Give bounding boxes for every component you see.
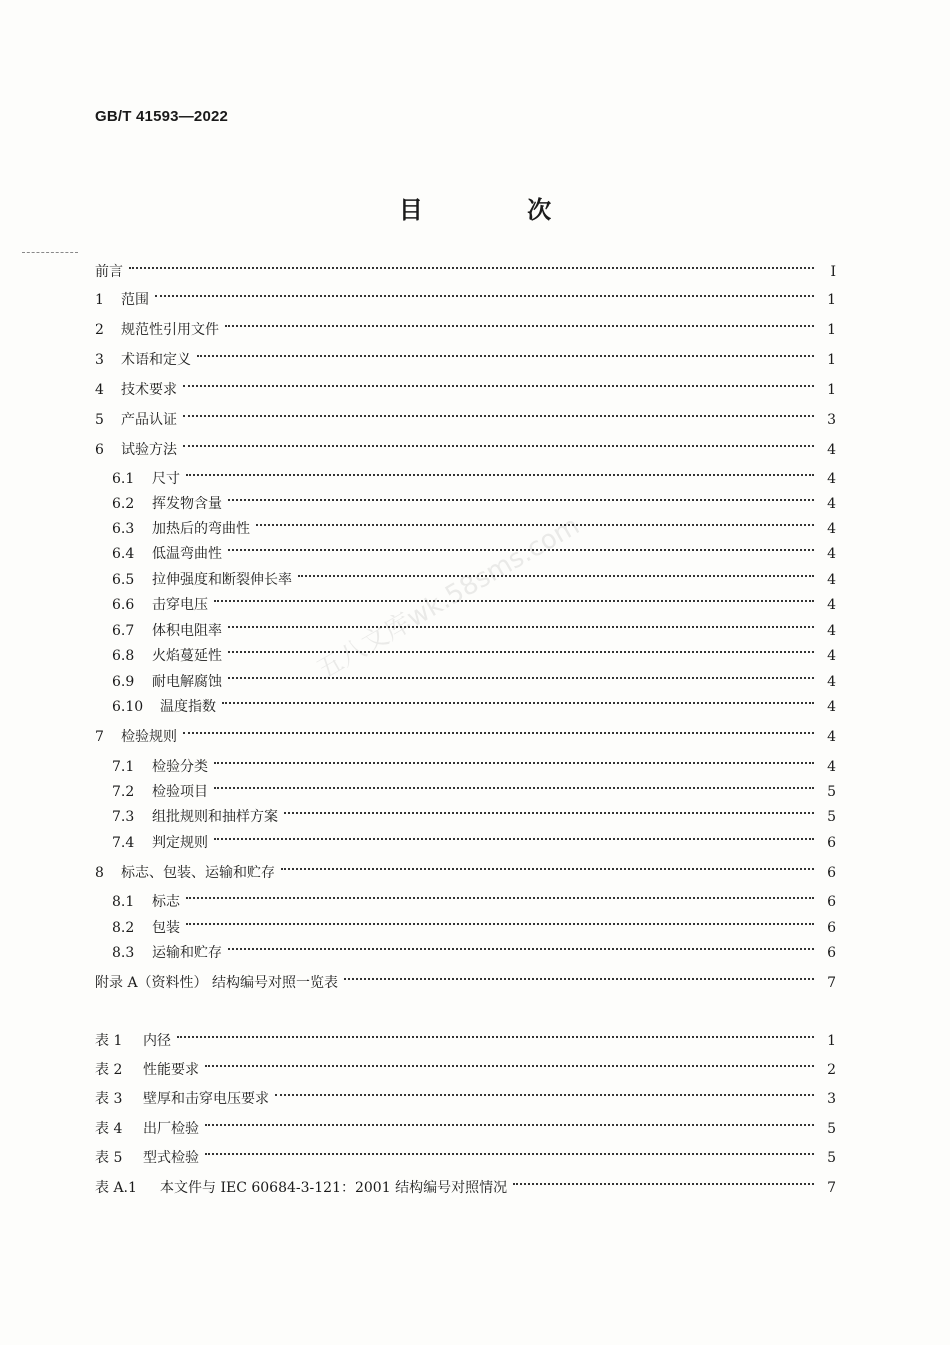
toc-entry-label: 尺寸: [152, 471, 180, 487]
toc-entry-page: 4: [827, 623, 836, 639]
toc-entry[interactable]: [0, 916, 950, 940]
toc-entry[interactable]: [0, 831, 950, 855]
toc-entry[interactable]: [0, 619, 950, 643]
toc-entry-label: 包装: [152, 920, 180, 936]
toc-entry-page: 4: [827, 699, 836, 715]
toc-entry-page: 4: [827, 597, 836, 613]
standard-number: GB/T 41593—2022: [95, 108, 229, 125]
toc-entry-label: 检验规则: [121, 729, 177, 745]
toc-leader-dots: [214, 787, 814, 789]
toc-entry-page: 1: [827, 292, 836, 308]
toc-entry-number: 6.7: [112, 623, 135, 639]
toc-leader-dots: [186, 474, 814, 476]
toc-entry-label: 产品认证: [121, 412, 177, 428]
toc-entry-page: 3: [827, 412, 836, 428]
toc-entry[interactable]: [0, 670, 950, 694]
toc-entry-page: 4: [827, 674, 836, 690]
toc-leader-dots: [298, 575, 814, 577]
toc-entry-number: 7.4: [112, 835, 135, 851]
toc-entry[interactable]: [0, 318, 950, 342]
toc-entry-number: 表 5: [95, 1150, 123, 1166]
toc-entry-label: 耐电解腐蚀: [152, 674, 222, 690]
toc-entry-page: 4: [827, 546, 836, 562]
toc-entry-label: 运输和贮存: [152, 945, 222, 961]
toc-entry-label: 加热后的弯曲性: [152, 521, 250, 537]
toc-leader-dots: [228, 948, 814, 950]
toc-entry-number: 7: [95, 729, 104, 745]
toc-entry-number: 2: [95, 322, 104, 338]
toc-entry[interactable]: [0, 378, 950, 402]
toc-entry-label: 本文件与 IEC 60684-3-121：2001 结构编号对照情况: [160, 1180, 508, 1196]
toc-entry-number: 6.9: [112, 674, 135, 690]
toc-entry[interactable]: [0, 1176, 950, 1200]
toc-leader-dots: [183, 385, 814, 387]
toc-entry[interactable]: [0, 725, 950, 749]
toc-entry-page: 5: [827, 1150, 836, 1166]
toc-entry[interactable]: [0, 260, 950, 284]
toc-leader-dots: [186, 897, 814, 899]
toc-entry[interactable]: [0, 1087, 950, 1111]
toc-entry[interactable]: [0, 593, 950, 617]
toc-entry-page: 6: [827, 894, 836, 910]
toc-entry-label: 挥发物含量: [152, 496, 222, 512]
toc-leader-dots: [256, 524, 814, 526]
toc-entry[interactable]: [0, 568, 950, 592]
toc-leader-dots: [129, 267, 814, 269]
toc-entry-number: 7.1: [112, 759, 135, 775]
toc-leader-dots: [183, 415, 814, 417]
toc-entry-number: 8.3: [112, 945, 135, 961]
toc-entry-page: 1: [827, 352, 836, 368]
toc-entry-label: 检验分类: [152, 759, 208, 775]
toc-entry-label: 规范性引用文件: [121, 322, 219, 338]
toc-entry-page: 4: [827, 572, 836, 588]
toc-entry-label: 判定规则: [152, 835, 208, 851]
page-title: 目 次: [398, 196, 600, 224]
toc-entry-number: 8: [95, 865, 104, 881]
toc-entry-number: 3: [95, 352, 104, 368]
toc-entry-page: 1: [827, 382, 836, 398]
toc-entry-label: 标志、包装、运输和贮存: [121, 865, 275, 881]
watermark: 五八文库wk.58sms.com: [311, 510, 585, 686]
toc-entry-label: 内径: [143, 1033, 171, 1049]
toc-entry-label: 标志: [152, 894, 180, 910]
toc-leader-dots: [214, 838, 814, 840]
toc-entry[interactable]: [0, 517, 950, 541]
toc-entry[interactable]: [0, 1058, 950, 1082]
toc-entry-number: 8.1: [112, 894, 135, 910]
toc-entry-page: 7: [827, 1180, 836, 1196]
toc-entry-number: 6.3: [112, 521, 135, 537]
toc-leader-dots: [513, 1183, 814, 1185]
toc-entry-label: 低温弯曲性: [152, 546, 222, 562]
toc-entry-page: 4: [827, 442, 836, 458]
toc-leader-dots: [275, 1094, 814, 1096]
toc-entry[interactable]: [0, 644, 950, 668]
toc-entry-page: 5: [827, 784, 836, 800]
toc-entry[interactable]: [0, 941, 950, 965]
toc-entry[interactable]: [0, 542, 950, 566]
toc-entry-page: 6: [827, 835, 836, 851]
toc-entry-number: 6.4: [112, 546, 135, 562]
toc-leader-dots: [225, 325, 814, 327]
toc-entry-page: 4: [827, 759, 836, 775]
toc-entry[interactable]: [0, 1029, 950, 1053]
toc-entry-number: 6: [95, 442, 104, 458]
toc-entry-number: 6.5: [112, 572, 135, 588]
toc-leader-dots: [205, 1124, 814, 1126]
toc-entry-label: 技术要求: [121, 382, 177, 398]
toc-entry[interactable]: [0, 890, 950, 914]
toc-entry[interactable]: [0, 861, 950, 885]
toc-entry[interactable]: [0, 348, 950, 372]
toc-leader-dots: [281, 868, 814, 870]
toc-entry-number: 6.2: [112, 496, 135, 512]
toc-entry-number: 5: [95, 412, 104, 428]
toc-entry[interactable]: [0, 438, 950, 462]
toc-leader-dots: [197, 355, 814, 357]
toc-leader-dots: [228, 626, 814, 628]
toc-entry-number: 4: [95, 382, 104, 398]
toc-leader-dots: [284, 812, 814, 814]
toc-entry-label: 击穿电压: [152, 597, 208, 613]
toc-leader-dots: [186, 923, 814, 925]
toc-entry-number: 表 3: [95, 1091, 123, 1107]
toc-entry-page: 4: [827, 521, 836, 537]
toc-entry-label: 检验项目: [152, 784, 208, 800]
toc-leader-dots: [177, 1036, 814, 1038]
toc-entry[interactable]: [0, 408, 950, 432]
toc-entry-label: 火焰蔓延性: [152, 648, 222, 664]
toc-entry-label: 型式检验: [143, 1150, 199, 1166]
toc-entry-number: 8.2: [112, 920, 135, 936]
toc-entry-page: 6: [827, 945, 836, 961]
toc-entry-number: 表 4: [95, 1121, 123, 1137]
toc-entry[interactable]: [0, 805, 950, 829]
toc-entry[interactable]: [0, 288, 950, 312]
toc-entry[interactable]: [0, 780, 950, 804]
toc-entry-page: 6: [827, 920, 836, 936]
toc-entry-label: 壁厚和击穿电压要求: [143, 1091, 269, 1107]
toc-entry-label: 体积电阻率: [152, 623, 222, 639]
toc-entry[interactable]: [0, 1146, 950, 1170]
toc-entry-page: 6: [827, 865, 836, 881]
toc-leader-dots: [183, 732, 814, 734]
toc-entry-number: 7.2: [112, 784, 135, 800]
scan-artifact-line: [22, 252, 78, 253]
toc-entry-label: 出厂检验: [143, 1121, 199, 1137]
toc-entry-number: 6.1: [112, 471, 135, 487]
toc-leader-dots: [214, 762, 814, 764]
toc-entry-label: 前言: [95, 264, 123, 280]
toc-entry-page: 1: [827, 1033, 836, 1049]
toc-entry-page: 4: [827, 648, 836, 664]
toc-leader-dots: [205, 1065, 814, 1067]
toc-leader-dots: [228, 499, 814, 501]
toc-entry-page: 7: [827, 975, 836, 991]
toc-entry-label: 温度指数: [160, 699, 216, 715]
toc-entry[interactable]: [0, 467, 950, 491]
toc-entry-page: 4: [827, 496, 836, 512]
toc-entry-number: 表 A.1: [95, 1180, 137, 1196]
toc-entry-label: 组批规则和抽样方案: [152, 809, 278, 825]
toc-entry[interactable]: [0, 695, 950, 719]
toc-entry-label: 试验方法: [121, 442, 177, 458]
toc-leader-dots: [228, 651, 814, 653]
toc-entry-page: 5: [827, 809, 836, 825]
toc-leader-dots: [155, 295, 814, 297]
toc-entry-number: 6.10: [112, 699, 144, 715]
toc-entry-page: 5: [827, 1121, 836, 1137]
toc-entry[interactable]: [0, 971, 950, 995]
toc-entry-page: 1: [827, 322, 836, 338]
toc-entry-label: 术语和定义: [121, 352, 191, 368]
toc-entry-number: 表 2: [95, 1062, 123, 1078]
toc-leader-dots: [205, 1153, 814, 1155]
toc-entry-label: 附录 A（资料性） 结构编号对照一览表: [95, 975, 339, 991]
toc-entry-number: 6.6: [112, 597, 135, 613]
toc-entry-number: 7.3: [112, 809, 135, 825]
toc-entry-page: Ⅰ: [830, 264, 836, 280]
toc-entry-page: 4: [827, 471, 836, 487]
toc-leader-dots: [344, 978, 814, 980]
toc-entry-label: 拉伸强度和断裂伸长率: [152, 572, 292, 588]
toc-entry-label: 性能要求: [143, 1062, 199, 1078]
toc-entry-label: 范围: [121, 292, 149, 308]
toc-leader-dots: [214, 600, 814, 602]
toc-entry-page: 3: [827, 1091, 836, 1107]
toc-entry[interactable]: [0, 1117, 950, 1141]
toc-leader-dots: [228, 677, 814, 679]
toc-leader-dots: [228, 549, 814, 551]
toc-entry[interactable]: [0, 492, 950, 516]
toc-entry[interactable]: [0, 755, 950, 779]
toc-entry-page: 4: [827, 729, 836, 745]
toc-entry-page: 2: [827, 1062, 836, 1078]
toc-entry-number: 6.8: [112, 648, 135, 664]
toc-entry-number: 1: [95, 292, 104, 308]
toc-entry-number: 表 1: [95, 1033, 123, 1049]
toc-leader-dots: [183, 445, 814, 447]
toc-leader-dots: [222, 702, 814, 704]
